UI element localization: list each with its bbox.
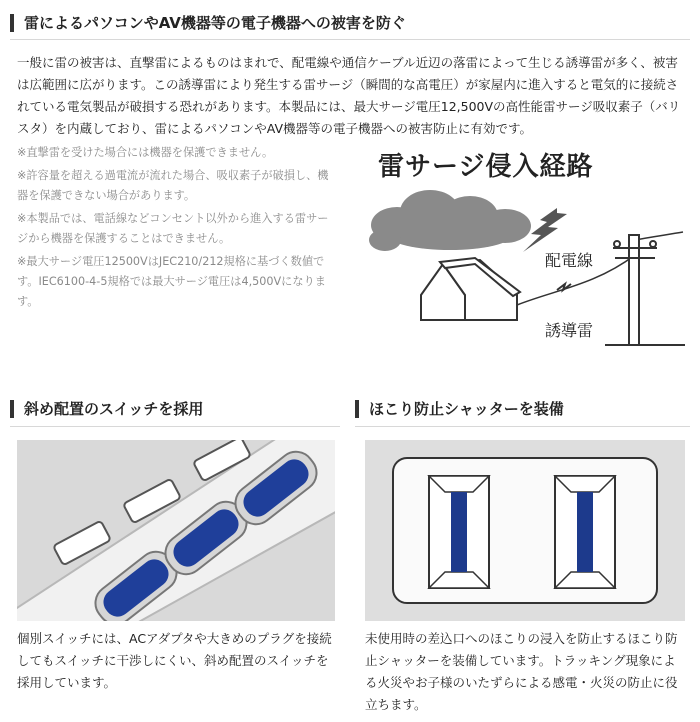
section-title-shutter	[355, 398, 564, 419]
house-icon	[421, 258, 520, 320]
cloud-icon	[369, 190, 531, 251]
note-item: ※最大サージ電圧12500VはJEC210/212規格に基づく数値です。IEC6100-4-5規格では最大サージ電圧は4,500Vになります。	[17, 255, 326, 308]
outlet-slot-icon	[555, 476, 615, 588]
lightning-surge-diagram	[345, 180, 685, 360]
label-induced-lightning: 誘導雷	[545, 321, 594, 340]
note-item: ※直撃雷を受けた場合には機器を保護できません。	[17, 146, 274, 159]
heading-bar	[10, 400, 14, 418]
section-title-switch	[10, 398, 203, 419]
section-title-lightning	[10, 12, 406, 33]
label-power-line: 配電線	[545, 251, 594, 270]
power-line	[635, 232, 683, 240]
divider	[10, 426, 340, 427]
outlet-slot-icon	[429, 476, 489, 588]
shutter-illustration	[365, 440, 685, 621]
utility-pole-icon	[605, 235, 685, 345]
section1-body: 一般に雷の被害は、直撃雷によるものはまれで、配電線や通信ケーブル近辺の落雷によって生じる誘導雷が多く、被害は広範囲に広がります。この誘導雷により発生する雷サージ（瞬間的な高電圧）が家屋内に進入すると電気的に接続されている電気製品が破損する恐れがあります。本製品には、最大サージ電圧12,500Vの高性能雷サージ吸収素子（バリスタ）を内蔵しており、雷によるパソコンやAV機器等の電子機器への被害防止に有効です。	[17, 55, 681, 136]
section2-title: 斜め配置のスイッチを採用	[24, 400, 204, 418]
diagram-title: 雷サージ侵入経路	[378, 152, 594, 182]
divider	[10, 39, 690, 40]
notes-list	[17, 143, 339, 315]
heading-bar	[355, 400, 359, 418]
note-item: ※許容量を超える過電流が流れた場合、吸収素子が破損し、機器を保護できない場合があります。	[17, 169, 329, 202]
note-item: ※本製品では、電話線などコンセント以外から進入する雷サージから機器を保護することはできません。	[17, 212, 329, 245]
switch-photo	[17, 440, 335, 621]
section2-caption: 個別スイッチには、ACアダプタや大きめのプラグを接続してもスイッチに干渉しにくい、斜め配置のスイッチを採用しています。	[17, 631, 332, 690]
section1-title: 雷によるパソコンやAV機器等の電子機器への被害を防ぐ	[24, 14, 406, 32]
section3-title: ほこり防止シャッターを装備	[369, 400, 564, 418]
divider	[355, 426, 690, 427]
heading-bar	[10, 14, 14, 32]
section3-caption: 未使用時の差込口へのほこりの浸入を防止するほこり防止シャッターを装備しています。トラッキング現象による火災やお子様のいたずらによる感電・火災の防止に役立ちます。	[365, 631, 678, 712]
